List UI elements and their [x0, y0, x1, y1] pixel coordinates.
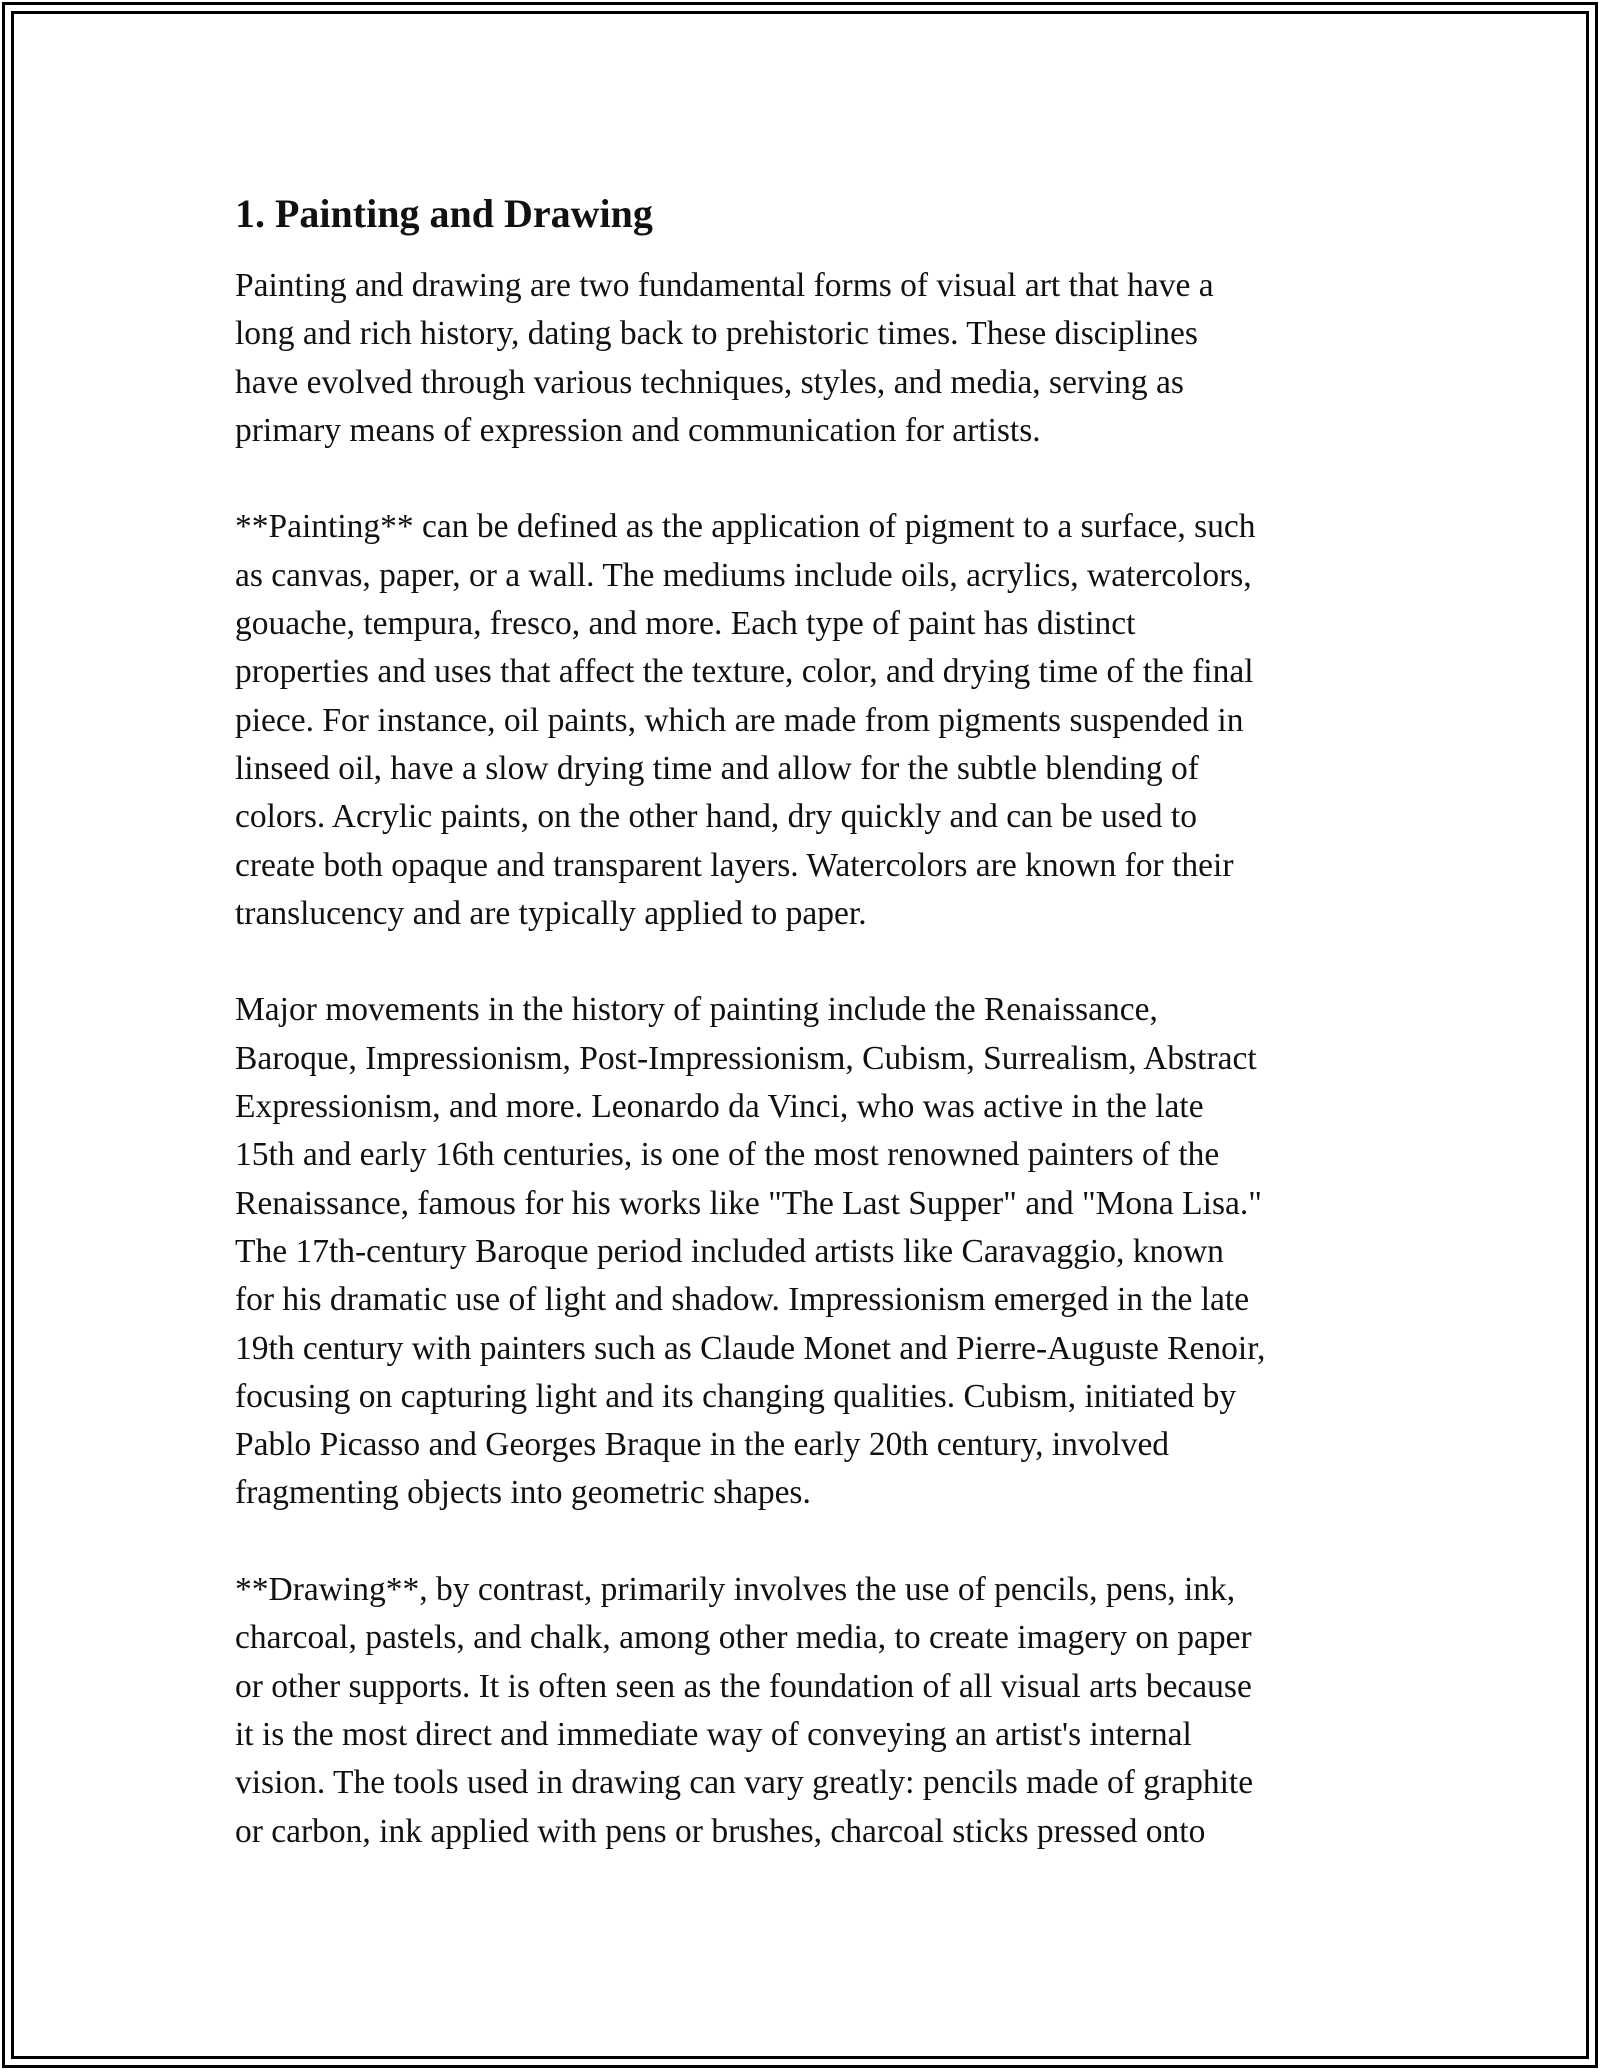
paragraph-drawing: **Drawing**, by contrast, primarily involves the use of pencils, pens, ink, charcoal, pastels, and chalk, among other media, to create imagery on paper or other supports. It is often seen as the foundation of all visual arts because it is the most direct and immediate way of conveying an artist's internal vision. The tools used in drawing can vary greatly: pencils made of graphite or carbon, ink applied with pens or brushes, charcoal sticks pressed onto [235, 1571, 1254, 1850]
document-body [235, 190, 1375, 1856]
section-heading: 1. Painting and Drawing [235, 191, 653, 236]
paragraph-movements: Major movements in the history of painting include the Renaissance, Baroque, Impressionism, Post-Impressionism, Cubism, Surrealism, Abstract Expressionism, and more. Leonardo da Vinci, who was active in the late 15th and early 16th centuries, is one of the most renowned painters of the Renaissance, famous for his works like "The Last Supper" and "Mona Lisa." The 17th-century Baroque period included artists like Caravaggio, known for his dramatic use of light and shadow. Impressionism emerged in the late 19th century with painters such as Claude Monet and Pierre-Auguste Renoir, focusing on capturing light and its changing qualities. Cubism, initiated by Pablo Picasso and Georges Braque in the early 20th century, involved fragmenting objects into geometric shapes. [235, 991, 1266, 1512]
paragraph-intro: Painting and drawing are two fundamental forms of visual art that have a long and rich history, dating back to prehistoric times. These disciplines have evolved through various techniques, styles, and media, serving as primary means of expression and communication for artists. [235, 267, 1214, 449]
paragraph-painting: **Painting** can be defined as the application of pigment to a surface, such as canvas, paper, or a wall. The mediums include oils, acrylics, watercolors, gouache, tempura, fresco, and more. Each type of paint has distinct properties and uses that affect the texture, color, and drying time of the final piece. For instance, oil paints, which are made from pigments suspended in linseed oil, have a slow drying time and allow for the subtle blending of colors. Acrylic paints, on the other hand, dry quickly and can be used to create both opaque and transparent layers. Watercolors are known for their translucency and are typically applied to paper. [235, 508, 1256, 932]
